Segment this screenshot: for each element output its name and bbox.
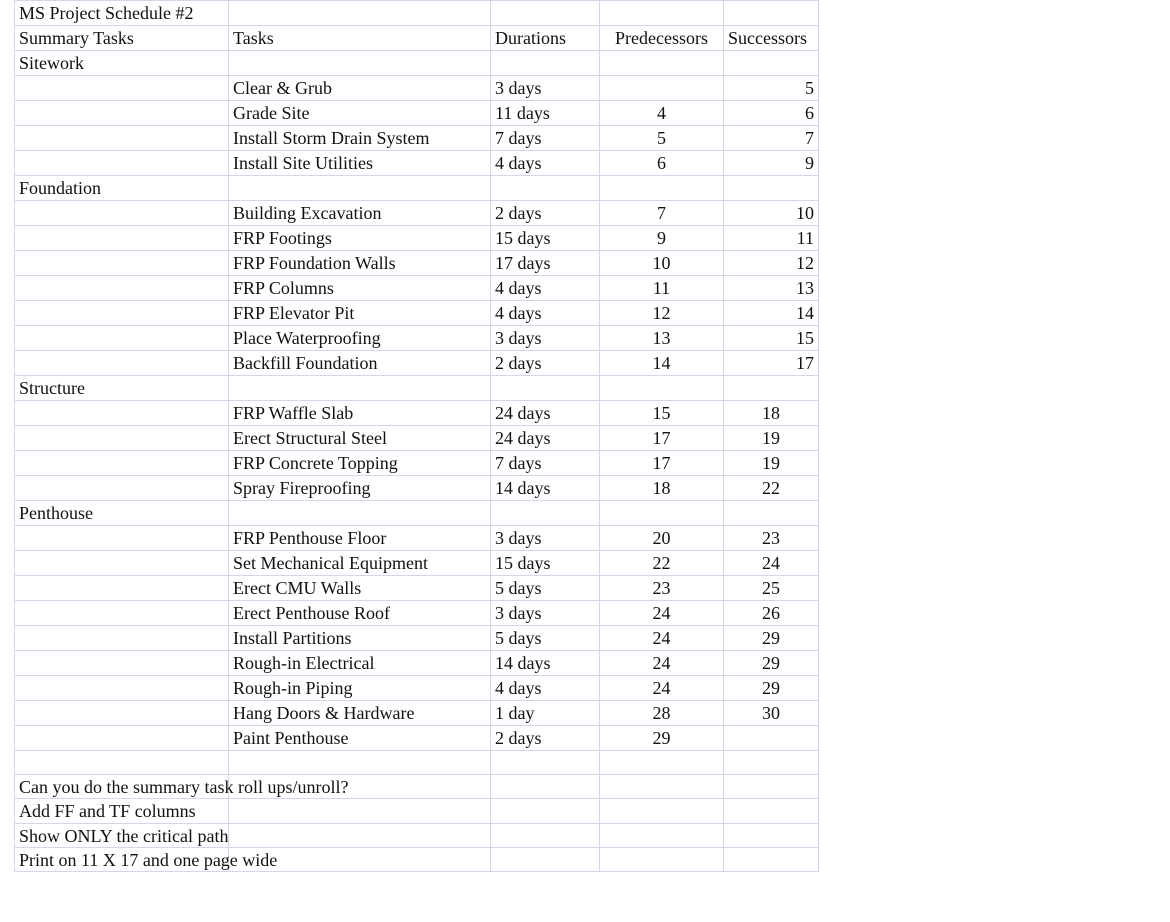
task-successor[interactable]: 23 [724, 526, 819, 551]
note-cell[interactable] [15, 847, 278, 871]
task-duration[interactable]: 7 days [491, 126, 600, 151]
task-successor[interactable]: 14 [724, 301, 819, 326]
task-row [15, 726, 819, 751]
task-name[interactable]: Grade Site [229, 101, 491, 126]
cell[interactable] [15, 651, 229, 676]
cell[interactable] [491, 751, 600, 775]
task-duration[interactable]: 3 days [491, 601, 600, 626]
task-successor[interactable]: 26 [724, 601, 819, 626]
task-successor[interactable]: 30 [724, 701, 819, 726]
task-predecessor[interactable]: 13 [600, 326, 724, 351]
blank-row [15, 751, 819, 775]
cell[interactable] [229, 799, 491, 823]
cell[interactable] [15, 701, 229, 726]
cell[interactable] [229, 823, 491, 847]
cell[interactable] [229, 176, 491, 201]
task-name[interactable]: Rough-in Electrical [229, 651, 491, 676]
task-predecessor[interactable]: 24 [600, 626, 724, 651]
task-successor[interactable]: 24 [724, 551, 819, 576]
note-row [15, 775, 819, 799]
cell[interactable] [724, 847, 819, 871]
task-predecessor[interactable]: 9 [600, 226, 724, 251]
task-name[interactable]: Clear & Grub [229, 76, 491, 101]
task-duration[interactable]: 11 days [491, 101, 600, 126]
task-predecessor[interactable]: 24 [600, 676, 724, 701]
cell[interactable] [600, 501, 724, 526]
task-name[interactable]: FRP Columns [229, 276, 491, 301]
task-duration[interactable]: 2 days [491, 201, 600, 226]
task-successor[interactable]: 13 [724, 276, 819, 301]
task-predecessor[interactable]: 23 [600, 576, 724, 601]
spreadsheet [14, 0, 819, 872]
header-predecessors[interactable]: Predecessors [600, 26, 724, 51]
cell[interactable] [229, 501, 491, 526]
task-predecessor[interactable]: 18 [600, 476, 724, 501]
cell[interactable] [491, 176, 600, 201]
note-row [15, 799, 819, 823]
task-successor[interactable]: 18 [724, 401, 819, 426]
task-duration[interactable]: 15 days [491, 226, 600, 251]
task-duration[interactable]: 4 days [491, 151, 600, 176]
task-successor[interactable]: 29 [724, 676, 819, 701]
task-name[interactable]: FRP Waffle Slab [229, 401, 491, 426]
cell[interactable] [724, 376, 819, 401]
header-successors[interactable]: Successors [724, 26, 819, 51]
cell[interactable] [600, 823, 724, 847]
task-successor[interactable]: 12 [724, 251, 819, 276]
task-predecessor[interactable]: 7 [600, 201, 724, 226]
task-name[interactable]: Install Site Utilities [229, 151, 491, 176]
cell[interactable] [15, 526, 229, 551]
task-predecessor[interactable]: 24 [600, 601, 724, 626]
task-row [15, 551, 819, 576]
header-summary-tasks[interactable]: Summary Tasks [15, 26, 229, 51]
header-row [15, 26, 819, 51]
task-name[interactable]: Erect Structural Steel [229, 426, 491, 451]
task-row [15, 326, 819, 351]
task-duration[interactable]: 17 days [491, 251, 600, 276]
task-duration[interactable]: 3 days [491, 326, 600, 351]
cell[interactable] [15, 301, 229, 326]
task-duration[interactable]: 5 days [491, 576, 600, 601]
task-predecessor[interactable] [600, 76, 724, 101]
task-row [15, 426, 819, 451]
task-row [15, 676, 819, 701]
cell[interactable] [15, 476, 229, 501]
task-predecessor[interactable]: 12 [600, 301, 724, 326]
task-successor[interactable]: 29 [724, 626, 819, 651]
task-row [15, 476, 819, 501]
cell[interactable] [600, 847, 724, 871]
header-tasks[interactable]: Tasks [229, 26, 491, 51]
task-row [15, 201, 819, 226]
task-predecessor[interactable]: 20 [600, 526, 724, 551]
task-duration[interactable]: 3 days [491, 526, 600, 551]
header-durations[interactable]: Durations [491, 26, 600, 51]
task-row [15, 601, 819, 626]
summary-task-label[interactable]: Foundation [15, 176, 229, 201]
summary-task-label[interactable]: Sitework [15, 51, 229, 76]
task-predecessor[interactable]: 24 [600, 651, 724, 676]
task-successor[interactable]: 19 [724, 451, 819, 476]
task-row [15, 126, 819, 151]
task-duration[interactable]: 2 days [491, 351, 600, 376]
task-predecessor[interactable]: 10 [600, 251, 724, 276]
cell[interactable] [15, 751, 229, 775]
cell[interactable] [491, 823, 600, 847]
cell[interactable] [724, 501, 819, 526]
cell[interactable] [15, 401, 229, 426]
cell[interactable] [15, 626, 229, 651]
cell[interactable] [491, 501, 600, 526]
task-name[interactable]: FRP Concrete Topping [229, 451, 491, 476]
task-name[interactable]: Rough-in Piping [229, 676, 491, 701]
cell[interactable] [491, 51, 600, 76]
summary-row [15, 376, 819, 401]
summary-row [15, 176, 819, 201]
cell[interactable] [15, 126, 229, 151]
task-name[interactable]: Install Storm Drain System [229, 126, 491, 151]
cell[interactable] [15, 551, 229, 576]
task-row [15, 251, 819, 276]
task-successor[interactable]: 17 [724, 351, 819, 376]
task-row [15, 351, 819, 376]
cell[interactable] [491, 376, 600, 401]
task-duration[interactable]: 14 days [491, 651, 600, 676]
cell[interactable] [724, 1, 819, 26]
cell[interactable] [600, 176, 724, 201]
task-predecessor[interactable]: 15 [600, 401, 724, 426]
cell[interactable] [600, 799, 724, 823]
cell[interactable] [600, 51, 724, 76]
task-predecessor[interactable]: 14 [600, 351, 724, 376]
summary-row [15, 501, 819, 526]
task-row [15, 151, 819, 176]
cell[interactable] [15, 351, 229, 376]
task-duration[interactable]: 2 days [491, 726, 600, 751]
task-duration[interactable]: 4 days [491, 276, 600, 301]
task-predecessor[interactable]: 6 [600, 151, 724, 176]
task-successor[interactable]: 6 [724, 101, 819, 126]
cell[interactable] [491, 1, 600, 26]
note-cell[interactable] [15, 823, 229, 847]
task-name[interactable]: Set Mechanical Equipment [229, 551, 491, 576]
task-name[interactable]: Erect Penthouse Roof [229, 601, 491, 626]
cell[interactable] [15, 576, 229, 601]
task-duration[interactable]: 24 days [491, 401, 600, 426]
cell[interactable] [15, 276, 229, 301]
task-successor[interactable]: 10 [724, 201, 819, 226]
task-duration[interactable]: 7 days [491, 451, 600, 476]
task-predecessor[interactable]: 22 [600, 551, 724, 576]
cell[interactable] [491, 775, 600, 799]
cell[interactable] [15, 726, 229, 751]
cell[interactable] [491, 847, 600, 871]
task-duration[interactable]: 4 days [491, 676, 600, 701]
cell[interactable] [600, 775, 724, 799]
task-name[interactable]: Building Excavation [229, 201, 491, 226]
task-predecessor[interactable]: 11 [600, 276, 724, 301]
task-successor[interactable]: 11 [724, 226, 819, 251]
cell[interactable] [724, 751, 819, 775]
task-name[interactable]: FRP Footings [229, 226, 491, 251]
note-text: Show ONLY the critical path [19, 825, 229, 846]
cell[interactable] [491, 799, 600, 823]
schedule-table [14, 0, 819, 872]
note-text: Add FF and TF columns [19, 801, 196, 822]
cell[interactable] [15, 451, 229, 476]
cell[interactable] [15, 101, 229, 126]
task-successor[interactable]: 9 [724, 151, 819, 176]
task-duration[interactable]: 4 days [491, 301, 600, 326]
task-predecessor[interactable]: 17 [600, 451, 724, 476]
title-row [15, 1, 819, 26]
cell[interactable] [724, 176, 819, 201]
cell[interactable] [15, 326, 229, 351]
task-duration[interactable]: 24 days [491, 426, 600, 451]
task-name[interactable]: Erect CMU Walls [229, 576, 491, 601]
cell[interactable] [229, 51, 491, 76]
cell[interactable] [15, 676, 229, 701]
note-text: Print on 11 X 17 and one page wide [19, 849, 278, 870]
sheet-title[interactable]: MS Project Schedule #2 [15, 1, 229, 26]
task-successor[interactable] [724, 726, 819, 751]
task-successor[interactable]: 7 [724, 126, 819, 151]
task-name[interactable]: Paint Penthouse [229, 726, 491, 751]
task-predecessor[interactable]: 4 [600, 101, 724, 126]
cell[interactable] [724, 51, 819, 76]
task-row [15, 76, 819, 101]
note-row [15, 847, 819, 871]
cell[interactable] [600, 376, 724, 401]
cell[interactable] [229, 376, 491, 401]
cell[interactable] [15, 201, 229, 226]
note-text: Can you do the summary task roll ups/unroll? [19, 777, 349, 798]
task-row [15, 626, 819, 651]
task-name[interactable]: FRP Foundation Walls [229, 251, 491, 276]
task-predecessor[interactable]: 5 [600, 126, 724, 151]
task-name[interactable]: Backfill Foundation [229, 351, 491, 376]
cell[interactable] [15, 76, 229, 101]
task-successor[interactable]: 29 [724, 651, 819, 676]
task-row [15, 451, 819, 476]
schedule-table-body [15, 1, 819, 872]
cell[interactable] [600, 751, 724, 775]
task-duration[interactable]: 15 days [491, 551, 600, 576]
task-row [15, 651, 819, 676]
task-name[interactable]: Spray Fireproofing [229, 476, 491, 501]
task-successor[interactable]: 25 [724, 576, 819, 601]
task-successor[interactable]: 5 [724, 76, 819, 101]
note-cell[interactable] [15, 799, 229, 823]
task-row [15, 401, 819, 426]
task-name[interactable]: Place Waterproofing [229, 326, 491, 351]
task-predecessor[interactable]: 29 [600, 726, 724, 751]
cell[interactable] [724, 823, 819, 847]
summary-row [15, 51, 819, 76]
task-row [15, 101, 819, 126]
task-predecessor[interactable]: 28 [600, 701, 724, 726]
cell[interactable] [600, 1, 724, 26]
cell[interactable] [724, 775, 819, 799]
task-row [15, 276, 819, 301]
cell[interactable] [15, 151, 229, 176]
task-name[interactable]: FRP Elevator Pit [229, 301, 491, 326]
task-name[interactable]: Install Partitions [229, 626, 491, 651]
task-row [15, 576, 819, 601]
cell[interactable] [15, 426, 229, 451]
task-duration[interactable]: 5 days [491, 626, 600, 651]
cell[interactable] [15, 251, 229, 276]
cell[interactable] [724, 799, 819, 823]
task-successor[interactable]: 22 [724, 476, 819, 501]
task-predecessor[interactable]: 17 [600, 426, 724, 451]
cell[interactable] [15, 226, 229, 251]
task-row [15, 301, 819, 326]
note-row [15, 823, 819, 847]
task-row [15, 701, 819, 726]
task-duration[interactable]: 3 days [491, 76, 600, 101]
note-cell[interactable] [15, 775, 349, 799]
task-name[interactable]: FRP Penthouse Floor [229, 526, 491, 551]
summary-task-label[interactable]: Structure [15, 376, 229, 401]
summary-task-label[interactable]: Penthouse [15, 501, 229, 526]
cell[interactable] [229, 751, 491, 775]
task-successor[interactable]: 19 [724, 426, 819, 451]
task-row [15, 526, 819, 551]
task-successor[interactable]: 15 [724, 326, 819, 351]
task-duration[interactable]: 14 days [491, 476, 600, 501]
task-duration[interactable]: 1 day [491, 701, 600, 726]
cell[interactable] [15, 601, 229, 626]
task-row [15, 226, 819, 251]
cell[interactable] [229, 1, 491, 26]
task-name[interactable]: Hang Doors & Hardware [229, 701, 491, 726]
